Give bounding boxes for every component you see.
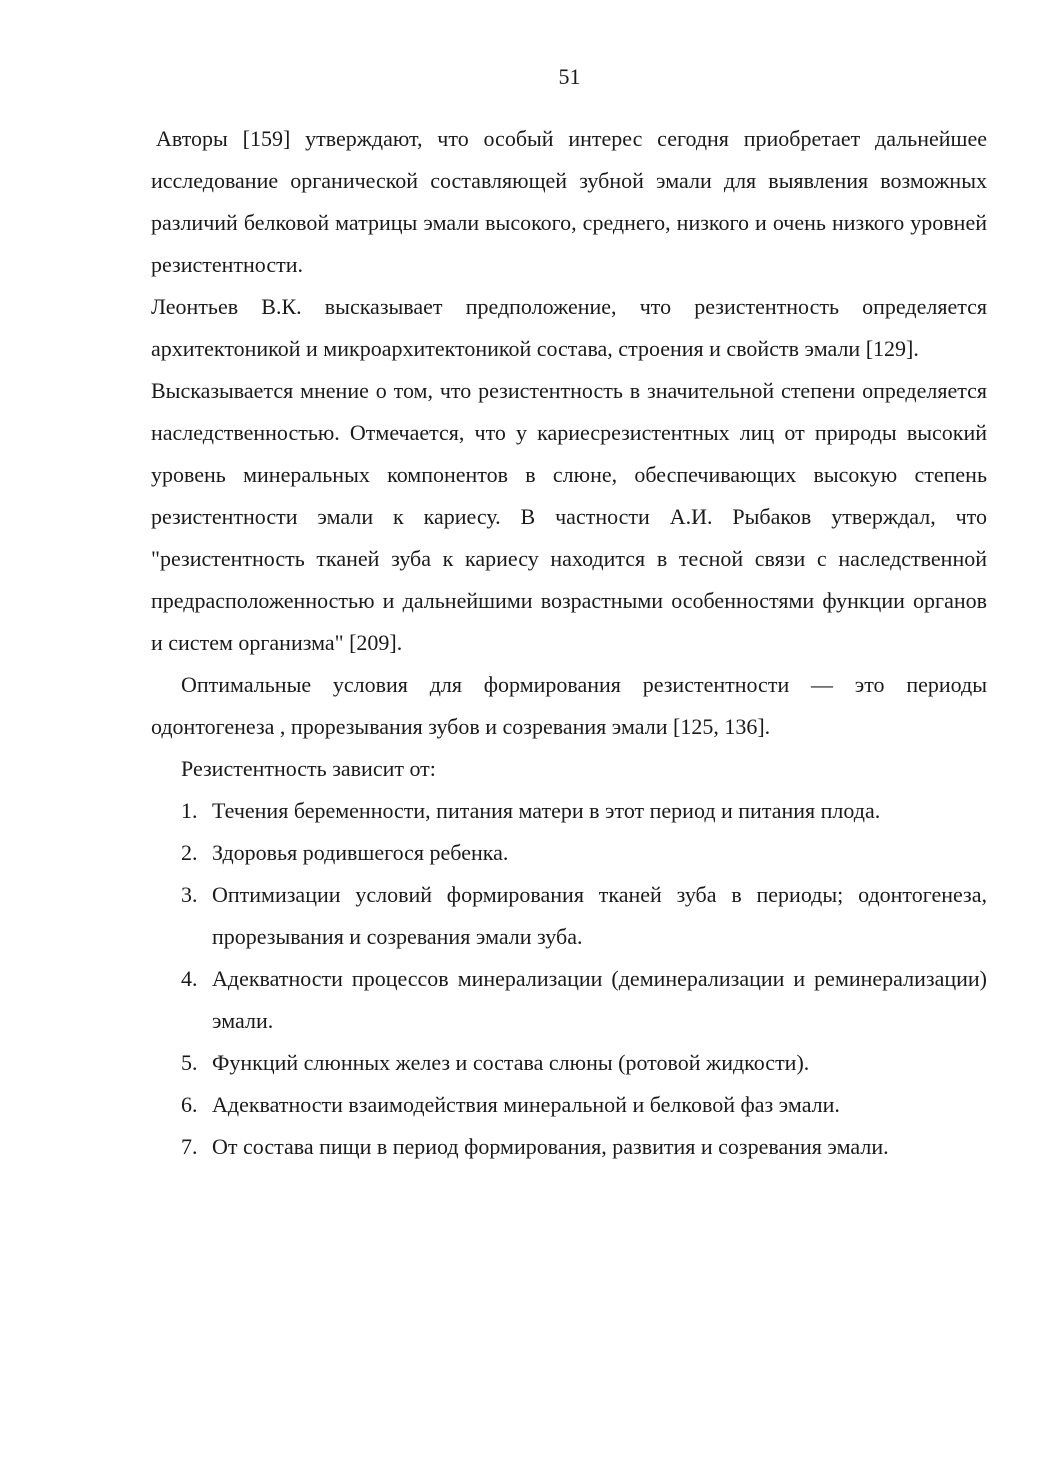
list-item-number: 7. [181, 1134, 198, 1159]
factors-list [151, 790, 987, 1168]
list-item-text: Адекватности взаимодействия минеральной и белковой фаз эмали. [212, 1092, 840, 1117]
page-number: 51 [558, 64, 581, 89]
list-item [151, 1042, 987, 1084]
list-item [151, 790, 987, 832]
list-item-text: Оптимизации условий формирования тканей зуба в периоды; одонтогенеза, прорезывания и созревания эмали зуба. [212, 882, 987, 949]
list-item-text: От состава пищи в период формирования, развития и созревания эмали. [212, 1134, 889, 1159]
list-item-text: Течения беременности, питания матери в этот период и питания плода. [212, 798, 881, 823]
paragraph-optimal-conditions: Оптимальные условия для формирования резистентности — это периоды одонтогенеза , прорезывания зубов и созревания эмали [125, 136]. [151, 672, 987, 739]
list-item-number: 4. [181, 966, 198, 991]
list-item-text: Здоровья родившегося ребенка. [212, 840, 509, 865]
list-item [151, 958, 987, 1042]
list-item-number: 3. [181, 882, 198, 907]
list-intro: Резистентность зависит от: [181, 756, 436, 781]
list-item-text: Адекватности процессов минерализации (деминерализации и реминерализации) эмали. [212, 966, 987, 1033]
list-item-text: Функций слюнных желез и состава слюны (ротовой жидкости). [212, 1050, 810, 1075]
list-item-number: 5. [181, 1050, 198, 1075]
paragraph-leontiev: Леонтьев В.К. высказывает предположение, что резистентность определяется архитектоникой и микроархитектоникой состава, строения и свойств эмали [129]. [151, 294, 987, 361]
paragraph-heredity: Высказывается мнение о том, что резистентность в значительной степени определяется наследственностью. Отмечается, что у кариесрезистентных лиц от природы высокий уровень минеральных компонентов в слюне, обеспечивающих высокую степень резистентности эмали к кариесу. В частности А.И. Рыбаков утверждал, что "резистентность тканей зуба к кариесу находится в тесной связи с наследственной предрасположенностью и дальнейшими возрастными особенностями функции органов и систем организма" [209]. [151, 378, 987, 655]
list-item-number: 1. [181, 798, 198, 823]
list-item-number: 2. [181, 840, 198, 865]
list-item [151, 1126, 987, 1168]
paragraph-authors: Авторы [159] утверждают, что особый интерес сегодня приобретает дальнейшее исследование органической составляющей зубной эмали для выявления возможных различий белковой матрицы эмали высокого, среднего, низкого и очень низкого уровней резистентности. [151, 126, 987, 277]
list-item [151, 832, 987, 874]
page-body [151, 118, 987, 1168]
list-item-number: 6. [181, 1092, 198, 1117]
list-item [151, 1084, 987, 1126]
list-item [151, 874, 987, 958]
